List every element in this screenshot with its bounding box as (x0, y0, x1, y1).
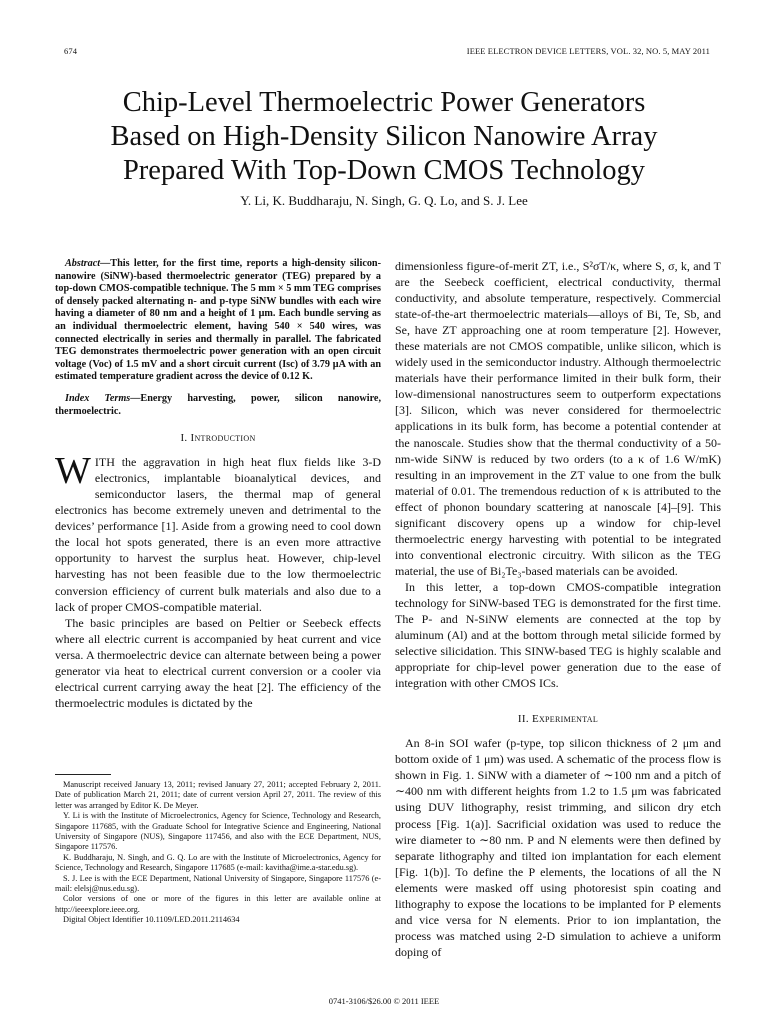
section-heading-experimental (395, 713, 721, 725)
footnote-rule (55, 774, 111, 775)
footnote-doi: Digital Object Identifier 10.1109/LED.2011.2114634 (63, 915, 240, 925)
author-list: Y. Li, K. Buddharaju, N. Singh, G. Q. Lo, and S. J. Lee (240, 193, 528, 208)
abstract-text: —This letter, for the first time, reports a high-density silicon-nanowire (SiNW)-based thermoelectric generator (TEG) prepared by a top-down CMOS-compatible technique. The 5 mm × 5 mm TEG comprises of densely packed alternating n- and p-type SiNW bundles with each wire having a diameter of 80 nm and a height of 1 μm. Each bundle serving as an individual thermoelectric element, having 540 × 540 wires, was connected electrically in series and thermally in parallel. The fabricated TEG demonstrates thermoelectric power generation with an open circuit voltage (Voc) of 1.5 mV and a short circuit current (Isc) of 3.79 μA with an estimated temperature gradient across the device of 0.12 K. (55, 258, 381, 383)
footnote-manuscript: Manuscript received January 13, 2011; revised January 27, 2011; accepted February 2, 2011. Date of publication March 21, 2011; date of current version April 27, 2011. The review of this letter was arranged by Editor K. De Meyer. (55, 780, 381, 810)
body-paragraph-zt: dimensionless figure-of-merit ZT, i.e., S²σT/κ, where S, σ, k, and T are the Seebeck coefficient, electrical conductivity, thermal conductivity, and absolute temperature, respectively. Commercial state-of-the-art thermoelectric materials—alloys of Bi, Te, Sb, and Se, have ZT approaching one at room temperature [2]. However, these materials are not CMOS compatible, unlike silicon, which is widely used in the semiconductor industry. Although thermoelectric materials have their performance limited in their bulk form, their low-dimensional nanostructures seem to outperform expectations [3]. Silicon, which was never considered for thermoelectric applications in its bulk form, has become a potential contender at the nanoscale. Studies show that the thermal conductivity of a 50-nm-wide SiNW is reduced by two orders (to a κ of 1.6 W/mK) resulting in an improvement in the ZT value to one from the bulk material of 0.01. The tremendous reduction of κ is attributed to the effect of phonon boundary scattering at nanoscale [4]–[9]. This significant discovery opens up a window for chip-level thermoelectric energy harvesting with potential to be integrated into conventional electronic circuitry. With silicon as the TEG material, the use of Bi₂Te₃-based materials can be avoided. (395, 259, 721, 578)
drop-cap: W (55, 450, 91, 493)
index-terms-label: Index Terms (65, 392, 131, 404)
intro-paragraph-2: The basic principles are based on Peltier or Seebeck effects where all electric current is accompanied by heat current and vice versa. A thermoelectric device can alternate between being a power generator via heat to electrical current conversion or a cooler via electrical current carrying away the heat [2]. The efficiency of the thermoelectric modules is dictated by the (55, 615, 381, 710)
footnotes (55, 780, 381, 926)
paper-title (40, 86, 728, 188)
left-column (55, 258, 381, 711)
section-numeral: II. (517, 713, 532, 726)
section-title: Experimental (531, 713, 599, 726)
experimental-paragraph: An 8-in SOI wafer (p-type, top silicon thickness of 2 μm and bottom oxide of 1 μm) was used. A schematic of the process flow is shown in Fig. 1. SiNW with a diameter of ∼100 nm and a pitch of ∼400 nm with different heights from 1.2 to 1.5 μm was fabricated using DUV lithography, resist trimming, and silicon dry etch process [Fig. 1(a)]. Sacrificial oxidation was used to reduce the wire diameter to ∼80 nm. P and N elements were then defined by separate lithography and tilted ion implantation for each element [Fig. 1(b)]. To define the P elements, the locations of all the N elements were masked off using photoresist spin coating and lithography to expose the locations to be implanted for P elements and vice versa for N elements. Prior to ion implantation, the process was matched using 2-D simulation to achieve a uniform doping of (395, 736, 721, 959)
copyright-footer: 0741-3106/$26.00 © 2011 IEEE (328, 996, 440, 1006)
index-terms-text: —Energy harvesting, power, silicon nanowire, thermoelectric. (55, 392, 381, 417)
abstract-label: Abstract (65, 258, 101, 269)
title-line-2: Based on High-Density Silicon Nanowire Array (110, 121, 658, 152)
footnote-color-versions: Color versions of one or more of the figures in this letter are available online at http://ieeexplore.ieee.org. (55, 894, 381, 914)
section-heading-introduction (55, 432, 381, 444)
intro-paragraph-1-text: ITH the aggravation in high heat flux fields like 3-D electronics, implantable bioanalytical devices, and semiconductor lasers, the thermal map of general electronics has become extremely uneven and detrimental to the devices’ performance [1]. Aside from a growing need to cool down the local hot spots generated, there is an even more attractive opportunity to harvest the surplus heat. However, chip-level harvesting has not been feasible due to the low thermoelectric conversion efficiency of current bulk materials and also due to a lack of proper CMOS-compatible material. (55, 455, 381, 614)
abstract (55, 258, 381, 384)
index-terms (55, 393, 381, 418)
footnote-author-lee: S. J. Lee is with the ECE Department, National University of Singapore, Singapore 117576 (e-mail: elelsj@nus.edu.sg). (55, 873, 381, 894)
section-numeral: I. (180, 432, 191, 445)
title-line-3: Prepared With Top-Down CMOS Technology (122, 155, 646, 186)
body-paragraph-letter: In this letter, a top-down CMOS-compatible integration technology for SiNW-based TEG is demonstrated for the first time. The P- and N-SiNW elements are connected at the top by aluminum (Al) and at the bottom through metal silicide formed by selective silicidation. This SINW-based TEG is highly scalable and appropriate for chip-level power generation due to the ease of integration with other CMOS ICs. (395, 579, 721, 691)
page-number: 674 (64, 46, 78, 56)
intro-paragraph-1 (55, 450, 381, 614)
footnote-authors-ime: K. Buddharaju, N. Singh, and G. Q. Lo are with the Institute of Microelectronics, Agency for Science, Technology and Research, Singapore 117685 (e-mail: kavitha@ime.a-star.edu.sg). (55, 852, 381, 873)
section-title: Introduction (190, 432, 256, 445)
footnote-author-li: Y. Li is with the Institute of Microelectronics, Agency for Science, Technology and Research, Singapore 117685, with the Graduate School for Integrative Science and Engineering, National University of Singapore (NUS), Singapore 117456, and also with the ECE Department, NUS, Singapore 117576. (55, 811, 381, 852)
title-line-1: Chip-Level Thermoelectric Power Generators (122, 87, 646, 118)
journal-header: IEEE ELECTRON DEVICE LETTERS, VOL. 32, NO. 5, MAY 2011 (466, 46, 710, 56)
right-column (395, 258, 721, 960)
